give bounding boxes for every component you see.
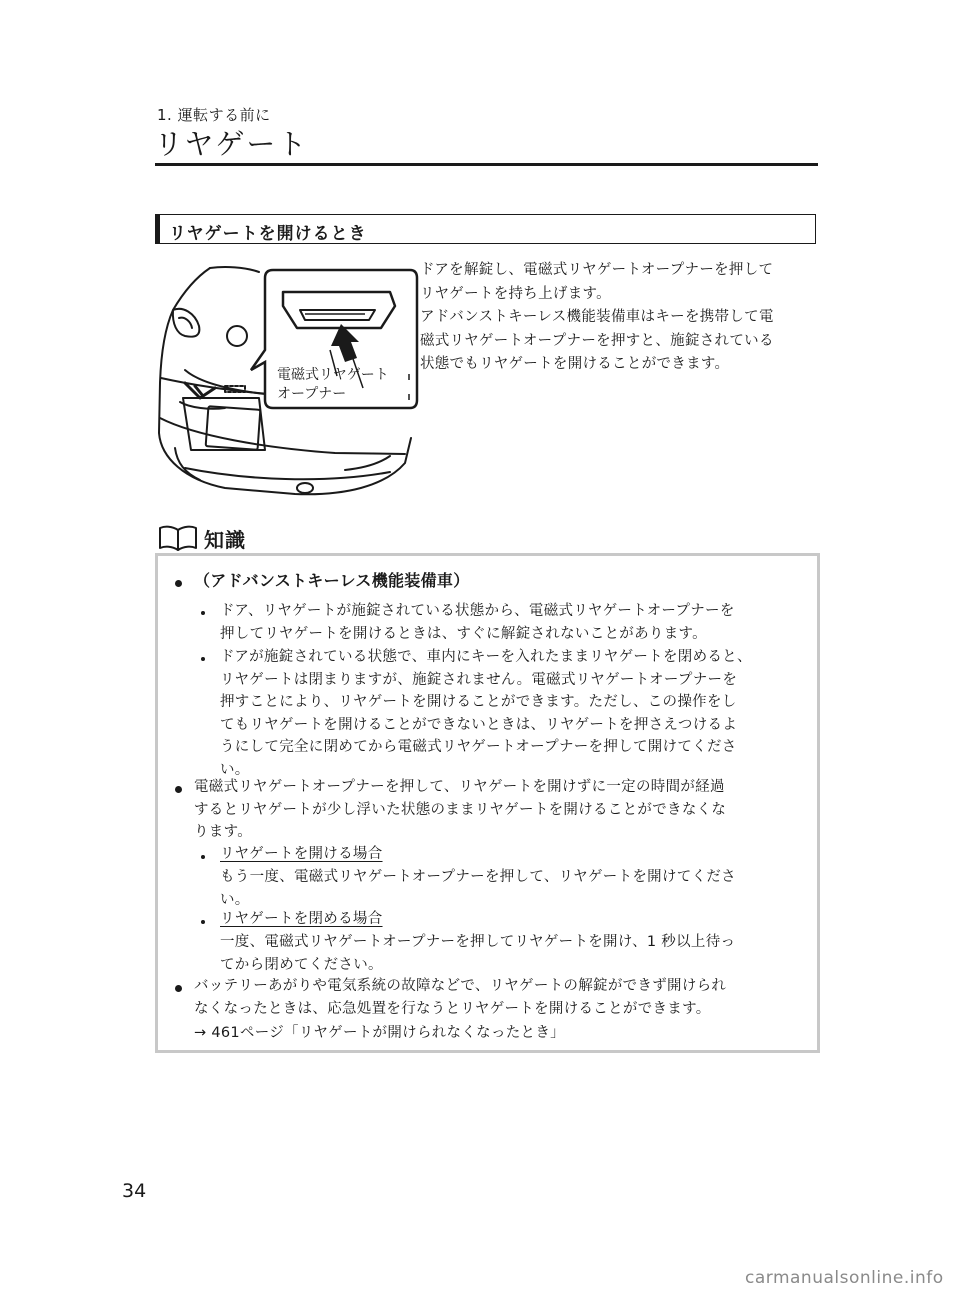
- text-line: ります。: [194, 824, 253, 840]
- rear-gate-illustration: [155, 258, 420, 508]
- callout-label-line1: 電磁式リヤゲート: [277, 367, 389, 383]
- page-title: リヤゲート: [154, 127, 309, 161]
- text-line: ドア、リヤゲートが施錠されている状態から、電磁式リヤゲートオープナーを: [220, 603, 735, 619]
- knowledge-title: 知識: [204, 527, 246, 552]
- car-rear-drawing: [155, 258, 420, 508]
- section-heading-marker: [156, 215, 160, 243]
- sub-bullet-icon: [201, 611, 205, 615]
- text-line: ドアが施錠されている状態で、車内にキーを入れたままリヤゲートを閉めると、: [220, 649, 752, 665]
- intro-paragraph: [420, 259, 820, 377]
- text-line: い。: [220, 761, 250, 778]
- item1-sub1: [220, 600, 735, 645]
- chapter-label: 1. 運転する前に: [157, 106, 271, 124]
- intro-line: アドバンストキーレス機能装備車はキーを携帯して電: [420, 309, 774, 325]
- case-close-label: リヤゲートを閉める場合: [220, 911, 383, 927]
- title-divider: [155, 163, 818, 166]
- text-line: 押してリヤゲートを開けるときは、すぐに解錠されないことがあります。: [220, 625, 707, 642]
- text-line: するとリヤゲートが少し浮いた状態のままリヤゲートを開けることができなくな: [194, 801, 727, 818]
- bullet-icon: [175, 985, 182, 992]
- watermark: carmanualsonline.info: [745, 1268, 944, 1288]
- bullet-icon: [175, 580, 182, 587]
- knowledge-heading: [158, 522, 246, 554]
- text-line: 一度、電磁式リヤゲートオープナーを押してリヤゲートを開け、1 秒以上待っ: [220, 934, 736, 950]
- text-line: 電磁式リヤゲートオープナーを押して、リヤゲートを開けずに一定の時間が経過: [194, 779, 725, 795]
- book-icon: [158, 524, 198, 552]
- knowledge-box: [155, 553, 820, 1053]
- intro-line: 磁式リヤゲートオープナーを押すと、施錠されている: [420, 332, 774, 349]
- page-reference-link[interactable]: → 461ページ「リヤゲートが開けられなくなったとき」: [194, 1025, 565, 1041]
- text-line: 押すことにより、リヤゲートを開けることができます。ただし、この操作をし: [220, 694, 737, 710]
- item3-text: [194, 975, 726, 1020]
- sub-bullet-icon: [201, 920, 205, 924]
- text-line: てから閉めてください。: [220, 956, 383, 973]
- item2-text: [194, 776, 726, 844]
- text-line: い。: [220, 891, 250, 908]
- text-line: てもリヤゲートを開けることができないときは、リヤゲートを押さえつけるよ: [220, 716, 738, 733]
- case-open-text: [220, 866, 736, 911]
- case-open-label: リヤゲートを開ける場合: [220, 846, 383, 862]
- intro-line: 状態でもリヤゲートを開けることができます。: [420, 356, 730, 372]
- section-heading-bar: [155, 214, 816, 244]
- intro-line: リヤゲートを持ち上げます。: [420, 285, 611, 302]
- sub-bullet-icon: [201, 657, 205, 661]
- page-number: 34: [122, 1180, 147, 1202]
- callout-label-line2: オープナー: [277, 386, 347, 402]
- sub-bullet-icon: [201, 855, 205, 859]
- text-line: バッテリーあがりや電気系統の故障などで、リヤゲートの解錠ができず開けられ: [194, 978, 727, 994]
- text-line: なくなったときは、応急処置を行なうとリヤゲートを開けることができます。: [194, 1000, 711, 1017]
- bullet-icon: [175, 786, 182, 793]
- text-line: リヤゲートは閉まりますが、施錠されません。電磁式リヤゲートオープナーを: [220, 671, 738, 688]
- case-close-text: [220, 931, 735, 976]
- text-line: もう一度、電磁式リヤゲートオープナーを押して、リヤゲートを開けてくださ: [220, 869, 736, 885]
- intro-line: ドアを解錠し、電磁式リヤゲートオープナーを押して: [420, 262, 774, 278]
- section-heading: リヤゲートを開けるとき: [169, 224, 367, 244]
- item1-heading: （アドバンストキーレス機能装備車）: [194, 571, 470, 590]
- text-line: うにして完全に閉めてから電磁式リヤゲートオープナーを押して開けてくださ: [220, 739, 737, 755]
- item1-sub2: [220, 646, 752, 781]
